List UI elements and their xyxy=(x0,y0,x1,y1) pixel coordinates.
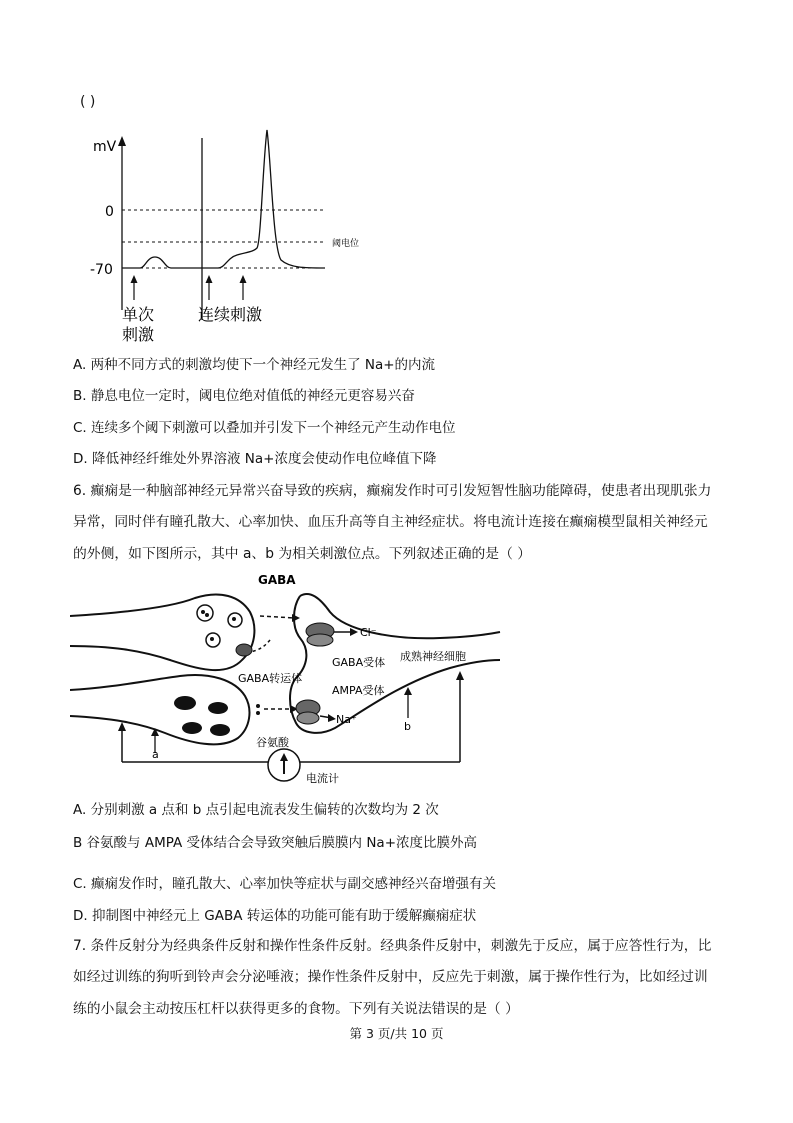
label-mature-neuron: 成熟神经细胞 xyxy=(400,650,466,663)
q6-option-a: A. 分别刺激 a 点和 b 点引起电流表发生偏转的次数均为 2 次 xyxy=(73,802,439,818)
label-point-b: b xyxy=(404,720,411,733)
page-footer: 第 3 页/共 10 页 xyxy=(349,1026,444,1041)
label-gaba: GABA xyxy=(258,573,296,587)
label-gaba-transporter: GABA转运体 xyxy=(238,672,303,685)
q5-option-a: A. 两种不同方式的刺激均使下一个神经元发生了 Na+的内流 xyxy=(73,357,436,373)
q6-option-b: B 谷氨酸与 AMPA 受体结合会导致突触后膜膜内 Na+浓度比膜外高 xyxy=(73,835,478,851)
q6-stem-line-1: 6. 癫痫是一种脑部神经元异常兴奋导致的疾病，癫痫发作时可引发短智性脑功能障碍，使患者出现肌张力 xyxy=(73,483,712,499)
q5-option-d: D. 降低神经纤维处外界溶液 Na+浓度会使动作电位峰值下降 xyxy=(73,451,437,467)
label-glutamate: 谷氨酸 xyxy=(256,736,289,749)
single-stimulus-label-2: 刺激 xyxy=(122,325,155,344)
q6-option-d: D. 抑制图中神经元上 GABA 转运体的功能可能有助于缓解癫痫症状 xyxy=(73,908,477,924)
tick-zero: 0 xyxy=(105,204,114,220)
label-point-a: a xyxy=(152,748,159,761)
label-na: Na⁺ xyxy=(336,713,357,726)
label-ampa-receptor: AMPA受体 xyxy=(332,684,385,697)
action-potential-graph xyxy=(85,120,385,345)
q5-option-b: B. 静息电位一定时，阈电位绝对值低的神经元更容易兴奋 xyxy=(73,388,415,404)
label-gaba-receptor: GABA受体 xyxy=(332,656,386,669)
q5-answer-paren: ( ) xyxy=(80,94,96,110)
q5-option-c: C. 连续多个阈下刺激可以叠加并引发下一个神经元产生动作电位 xyxy=(73,420,456,436)
synapse-diagram xyxy=(70,568,510,790)
label-cl: Cl⁻ xyxy=(360,626,377,639)
q6-option-c: C. 癫痫发作时，瞳孔散大、心率加快等症状与副交感神经兴奋增强有关 xyxy=(73,876,497,892)
q6-stem-line-2: 异常，同时伴有瞳孔散大、心率加快、血压升高等自主神经症状。将电流计连接在癫痫模型鼠相关神经元 xyxy=(73,514,708,530)
y-axis-unit: mV xyxy=(93,139,117,155)
label-galvanometer: 电流计 xyxy=(306,772,339,785)
q6-stem-line-3: 的外侧，如下图所示，其中 a、b 为相关刺激位点。下列叙述正确的是（ ） xyxy=(73,546,532,562)
q7-stem-line-2: 如经过训练的狗听到铃声会分泌唾液；操作性条件反射中，反应先于刺激，属于操作性行为，比如经过训 xyxy=(73,969,708,985)
q7-stem-line-1: 7. 条件反射分为经典条件反射和操作性条件反射。经典条件反射中，刺激先于反应，属于应答性行为，比 xyxy=(73,938,712,954)
q7-stem-line-3: 练的小鼠会主动按压杠杆以获得更多的食物。下列有关说法错误的是（ ） xyxy=(73,1001,519,1017)
tick-minus70: -70 xyxy=(90,262,113,278)
threshold-label: 阈电位 xyxy=(332,239,360,249)
continuous-stimulus-label: 连续刺激 xyxy=(198,305,263,324)
single-stimulus-label-1: 单次 xyxy=(122,305,155,324)
